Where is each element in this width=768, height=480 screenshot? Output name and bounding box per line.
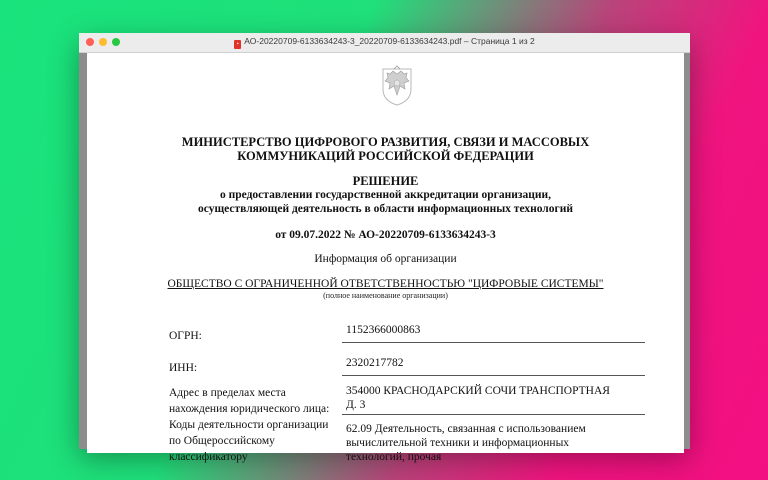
inn-value: 2320217782: [346, 357, 404, 369]
address-label-line1: Адрес в пределах места: [169, 387, 286, 399]
coat-of-arms-icon: [379, 65, 415, 107]
address-label-line2: нахождения юридического лица:: [169, 403, 330, 415]
ogrn-underline: [342, 342, 645, 343]
activity-label-line1: Коды деятельности организации: [169, 419, 329, 431]
window-title-text: АО-20220709-6133634243-3_20220709-6133634243.pdf – Страница 1 из 2: [244, 36, 535, 46]
pdf-page: [87, 53, 684, 463]
activity-value-line1: 62.09 Деятельность, связанная с использованием: [346, 423, 586, 435]
ogrn-label: ОГРН:: [169, 330, 202, 342]
title-bar[interactable]: [79, 33, 690, 53]
ministry-name-line1: МИНИСТЕРСТВО ЦИФРОВОГО РАЗВИТИЯ, СВЯЗИ И МАССОВЫХ: [181, 135, 590, 149]
inn-underline: [342, 375, 645, 376]
document-viewport[interactable]: [79, 53, 690, 463]
ministry-name-line2: КОММУНИКАЦИЙ РОССИЙСКОЙ ФЕДЕРАЦИИ: [237, 149, 534, 163]
activity-label-line3: классификатору: [169, 451, 248, 463]
pdf-file-icon: ▪: [234, 40, 241, 49]
organization-name: ОБЩЕСТВО С ОГРАНИЧЕННОЙ ОТВЕТСТВЕННОСТЬЮ "ЦИФРОВЫЕ СИСТЕМЫ": [167, 278, 604, 290]
address-underline: [342, 414, 645, 415]
inn-label: ИНН:: [169, 362, 198, 374]
window-title: [79, 36, 690, 49]
decision-number: от 09.07.2022 № АО-20220709-6133634243-3: [275, 229, 496, 241]
activity-label-line2: по Общероссийскому: [169, 435, 275, 447]
ogrn-value: 1152366000863: [346, 324, 421, 336]
address-value-line2: Д. 3: [346, 399, 366, 411]
address-value-line1: 354000 КРАСНОДАРСКИЙ СОЧИ ТРАНСПОРТНАЯ: [346, 385, 610, 397]
activity-value-line3: технологий, прочая: [346, 451, 442, 463]
info-heading: Информация об организации: [314, 253, 457, 265]
decision-subtitle-line1: о предоставлении государственной аккредитации организации,: [220, 189, 551, 201]
decision-title: РЕШЕНИЕ: [352, 174, 419, 188]
organization-name-hint: (полное наименование организации): [323, 291, 448, 300]
activity-value-line2: вычислительной техники и информационных: [346, 437, 570, 449]
decision-subtitle-line2: осуществляющей деятельность в области информационных технологий: [198, 203, 573, 215]
pdf-viewer-window: [79, 33, 690, 463]
